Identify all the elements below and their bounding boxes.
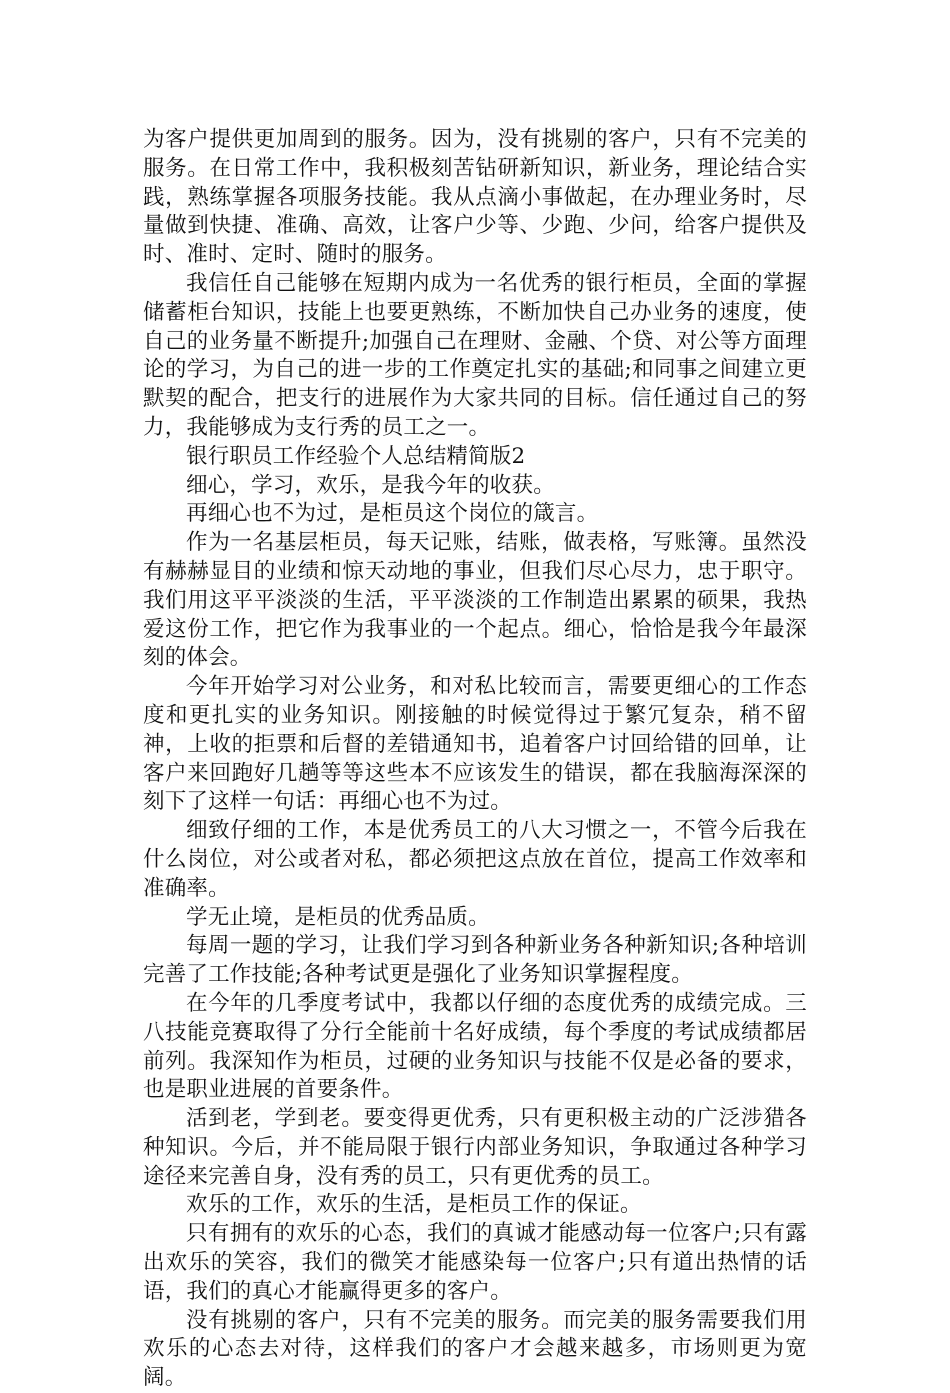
paragraph-9: 学无止境，是柜员的优秀品质。 [186,904,490,930]
paragraph-15: 没有挑剔的客户，只有不完美的服务。而完美的服务需要我们用欢乐的心态去对待，这样我们的客户才会越来越多，市场则更为宽阔。 [143,1307,807,1391]
paragraph-5: 再细心也不为过，是柜员这个岗位的箴言。 [186,501,599,527]
paragraph-7: 今年开始学习对公业务，和对私比较而言，需要更细心的工作态度和更扎实的业务知识。刚接触的时候觉得过于繁冗复杂，稍不留神，上收的拒票和后督的差错通知书，追着客户讨回给错的回单，让客户来回跑好几趟等等这些本不应该发生的错误，都在我脑海深深的刻下了这样一句话：再细心也不为过。 [143,674,807,815]
paragraph-4: 细心，学习，欢乐，是我今年的收获。 [186,472,555,498]
document-body [143,126,807,1393]
paragraph-13: 欢乐的工作，欢乐的生活，是柜员工作的保证。 [186,1192,642,1218]
paragraph-6: 作为一名基层柜员，每天记账，结账，做表格，写账簿。虽然没有赫赫显目的业绩和惊天动地的事业，但我们尽心尽力，忠于职守。我们用这平平淡淡的生活，平平淡淡的工作制造出累累的硕果，我热爱这份工作，把它作为我事业的一个起点。细心，恰恰是我今年最深刻的体会。 [143,530,807,671]
paragraph-14: 只有拥有的欢乐的心态，我们的真诚才能感动每一位客户;只有露出欢乐的笑容，我们的微笑才能感染每一位客户;只有道出热情的话语，我们的真心才能赢得更多的客户。 [143,1221,807,1304]
paragraph-11: 在今年的几季度考试中，我都以仔细的态度优秀的成绩完成。三八技能竞赛取得了分行全能前十名好成绩，每个季度的考试成绩都居前列。我深知作为柜员，过硬的业务知识与技能不仅是必备的要求，也是职业进展的首要条件。 [143,990,807,1103]
paragraph-10: 每周一题的学习，让我们学习到各种新业务各种新知识;各种培训完善了工作技能;各种考试更是强化了业务知识掌握程度。 [143,933,807,988]
paragraph-12: 活到老，学到老。要变得更优秀，只有更积极主动的广泛涉猎各种知识。今后，并不能局限于银行内部业务知识，争取通过各种学习途径来完善自身，没有秀的员工，只有更优秀的员工。 [143,1106,807,1189]
paragraph-1: 为客户提供更加周到的服务。因为，没有挑剔的客户，只有不完美的服务。在日常工作中，我积极刻苦钻研新知识，新业务，理论结合实践，熟练掌握各项服务技能。我从点滴小事做起，在办理业务时，尽量做到快捷、准确、高效，让客户少等、少跑、少问，给客户提供及时、准时、定时、随时的服务。 [143,127,807,268]
section-title: 银行职员工作经验个人总结精简版2 [186,443,526,469]
paragraph-8: 细致仔细的工作，本是优秀员工的八大习惯之一，不管今后我在什么岗位，对公或者对私，都必须把这点放在首位，提高工作效率和准确率。 [143,818,807,901]
paragraph-2: 我信任自己能够在短期内成为一名优秀的银行柜员，全面的掌握储蓄柜台知识，技能上也要更熟练，不断加快自己办业务的速度，使自己的业务量不断提升;加强自己在理财、金融、个贷、对公等方面理论的学习，为自己的进一步的工作奠定扎实的基础;和同事之间建立更默契的配合，把支行的进展作为大家共同的目标。信任通过自己的努力，我能够成为支行秀的员工之一。 [143,270,807,440]
